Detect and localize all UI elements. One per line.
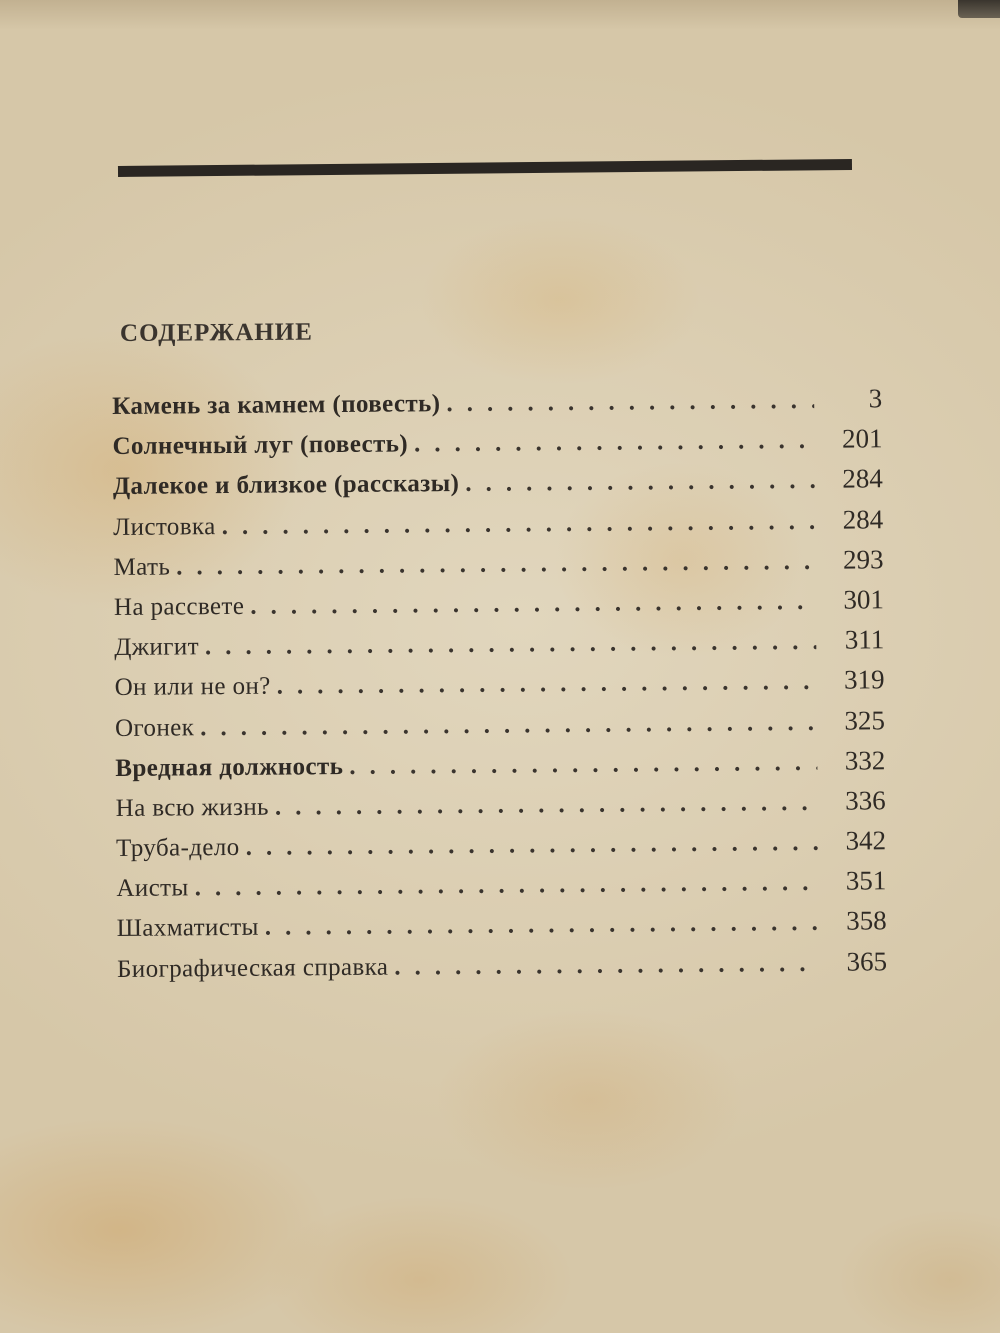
toc-entry: [114, 660, 884, 707]
toc-entry: [116, 780, 886, 827]
toc-entry-page: 293: [842, 544, 884, 575]
toc-entry-title: Солнечный луг (повесть): [112, 430, 409, 461]
toc-entry-title: Шахматисты: [116, 914, 259, 943]
toc-leader-dots: [277, 662, 817, 707]
toc-entry: [115, 740, 885, 787]
toc-entry-title: Огонек: [114, 713, 195, 742]
toc-leader-dots: [275, 783, 818, 828]
toc-leader-dots: [250, 582, 816, 627]
toc-entry-title: Далекое и близкое (рассказы): [112, 470, 460, 501]
toc-leader-dots: [205, 622, 817, 667]
toc-entry-page: 301: [843, 584, 885, 615]
toc-entry-title: На всю жизнь: [115, 793, 270, 822]
toc-entry-title: Он или не он?: [114, 672, 271, 702]
toc-entry-page: 284: [842, 463, 883, 495]
toc-entry: [115, 700, 885, 747]
toc-entry-page: 358: [846, 905, 887, 937]
toc-entry-page: 201: [841, 423, 883, 454]
toc-leader-dots: [265, 903, 819, 948]
header-rule: [118, 159, 852, 177]
toc-leader-dots: [176, 542, 816, 588]
contents-heading: СОДЕРЖАНИЕ: [119, 318, 313, 347]
toc-entry: [113, 499, 883, 546]
toc-entry: [112, 378, 882, 425]
toc-entry-title: Вредная должность: [115, 752, 344, 782]
toc-entry: [116, 820, 886, 867]
toc-entry-page: 365: [846, 945, 888, 977]
toc-leader-dots: [394, 943, 819, 987]
toc-entry-page: 311: [844, 624, 885, 655]
toc-leader-dots: [194, 863, 818, 908]
toc-leader-dots: [200, 702, 817, 747]
table-of-contents: [112, 378, 887, 988]
toc-entry-title: Труба-дело: [115, 833, 240, 863]
toc-leader-dots: [446, 381, 814, 424]
toc-entry-page: 332: [844, 744, 886, 776]
toc-entry-page: 319: [843, 664, 885, 695]
page-edge-shadow: [0, 0, 1000, 30]
toc-entry-title: Джигит: [114, 633, 200, 662]
toc-entry-page: 342: [845, 825, 887, 856]
toc-entry-page: 325: [844, 704, 886, 736]
toc-entry-page: 351: [845, 865, 887, 896]
toc-leader-dots: [465, 461, 815, 504]
background-corner: [958, 0, 1000, 18]
toc-entry: [113, 459, 883, 506]
toc-entry-page: 284: [842, 503, 884, 535]
toc-entry-title: Мать: [113, 553, 171, 581]
toc-entry-page: 336: [845, 785, 886, 816]
toc-entry: [114, 619, 884, 666]
toc-leader-dots: [221, 501, 815, 546]
toc-entry: [112, 418, 882, 465]
toc-entry: [114, 579, 884, 626]
toc-entry-title: На рассвете: [113, 592, 245, 621]
toc-leader-dots: [349, 743, 817, 787]
toc-entry-title: Листовка: [113, 512, 216, 541]
toc-entry: [117, 941, 887, 988]
toc-leader-dots: [245, 823, 818, 868]
toc-leader-dots: [414, 421, 815, 464]
toc-entry-title: Аисты: [116, 874, 189, 903]
toc-entry-page: 3: [868, 383, 883, 414]
toc-entry-title: Биографическая справка: [116, 953, 389, 983]
toc-entry: [113, 539, 883, 586]
toc-entry: [116, 861, 886, 908]
toc-entry-title: Камень за камнем (повесть): [112, 390, 441, 420]
toc-entry: [117, 901, 887, 948]
